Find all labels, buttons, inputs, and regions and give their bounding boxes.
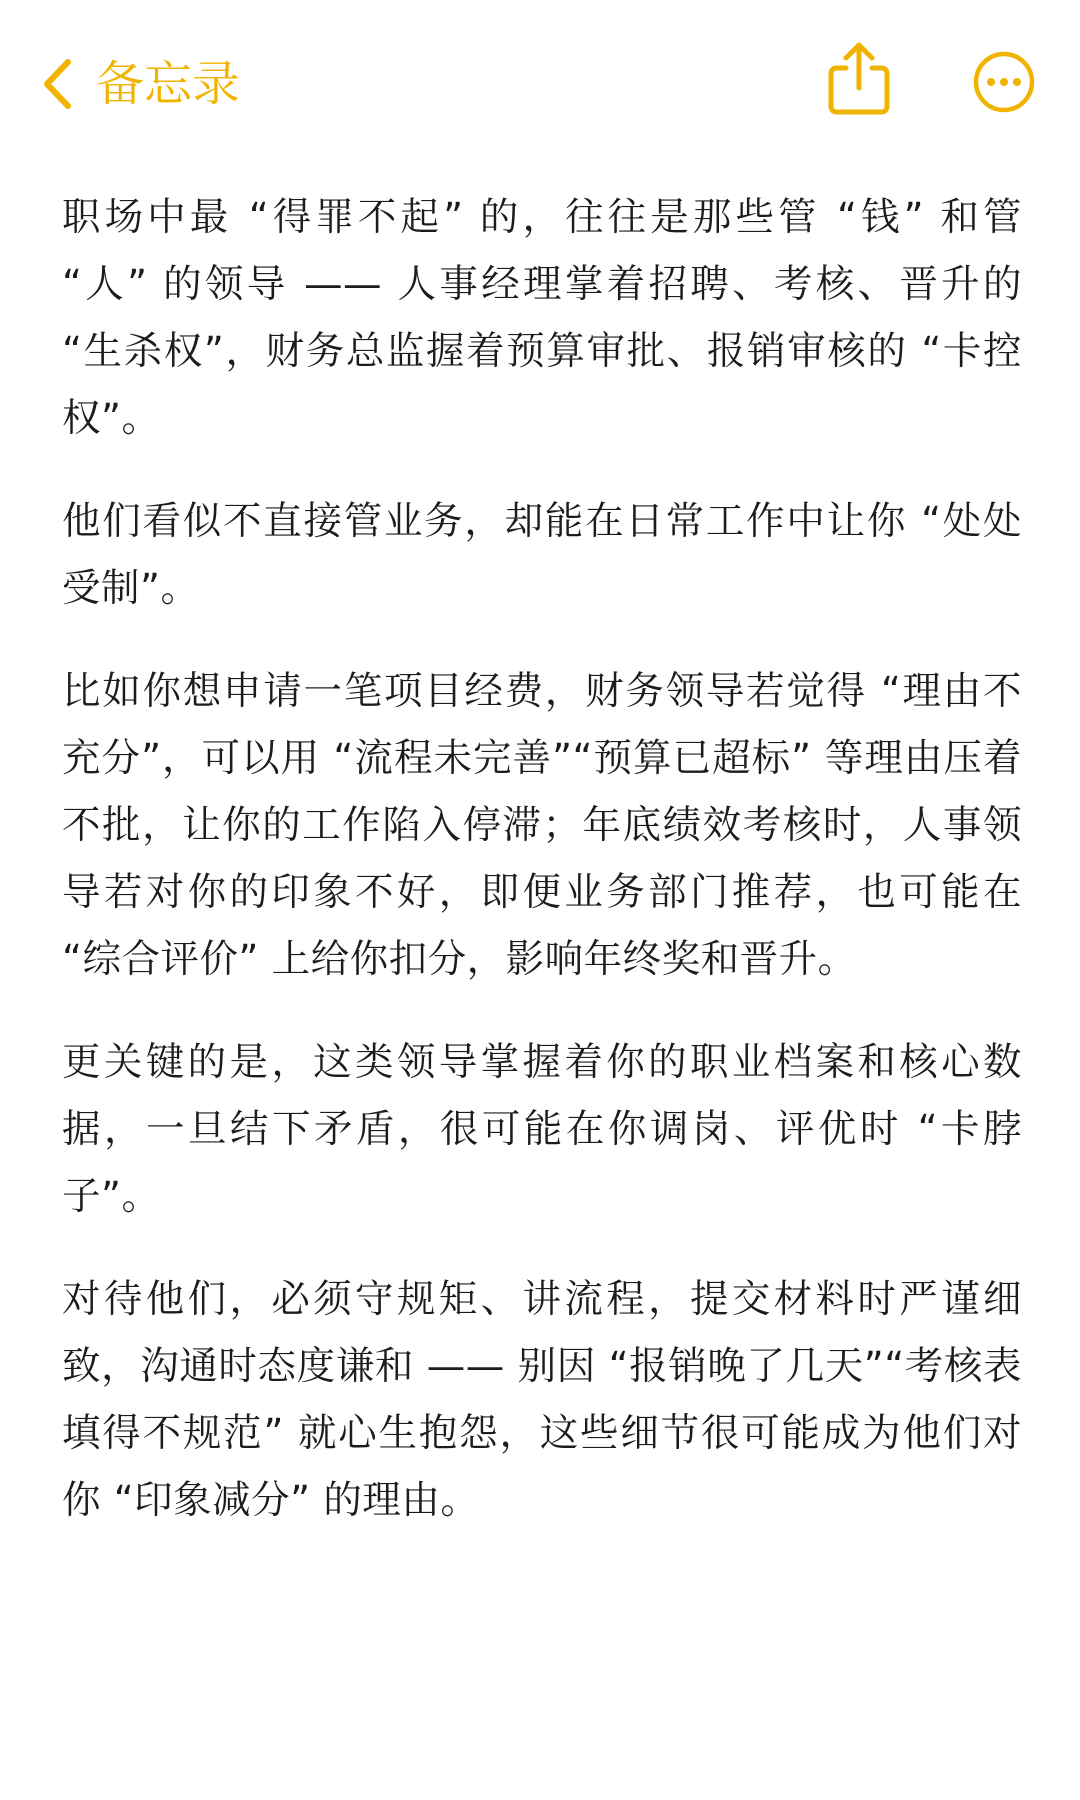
note-paragraph: 比如你想申请一笔项目经费，财务领导若觉得 “理由不充分”，可以用 “流程未完善”“预算已超标” 等理由压着不批，让你的工作陷入停滞；年底绩效考核时，人事领导若对你的印象不好，即便业务部门推荐，也可能在 “综合评价” 上给你扣分，影响年终奖和晋升。 [62,669,1022,982]
note-paragraph: 他们看似不直接管业务，却能在日常工作中让你 “处处受制”。 [62,499,1022,611]
more-button[interactable] [972,50,1036,114]
chevron-left-icon [40,56,74,112]
back-label: 备忘录 [96,56,241,112]
ellipsis-circle-icon [972,50,1036,114]
note-paragraph: 更关键的是，这类领导掌握着你的职业档案和核心数据，一旦结下矛盾，很可能在你调岗、评优时 “卡脖子”。 [62,1040,1022,1219]
note-body[interactable] [62,184,1022,1570]
navigation-bar [0,0,1080,170]
note-paragraph: 职场中最 “得罪不起” 的，往往是那些管 “钱” 和管 “人” 的领导 —— 人事经理掌着招聘、考核、晋升的 “生杀权”，财务总监握着预算审批、报销审核的 “卡控权”。 [62,195,1022,441]
share-button[interactable] [826,40,892,116]
note-paragraph: 对待他们，必须守规矩、讲流程，提交材料时严谨细致，沟通时态度谦和 —— 别因 “报销晚了几天”“考核表填得不规范” 就心生抱怨，这些细节很可能成为他们对你 “印象减分” 的理由。 [62,1277,1022,1523]
share-icon [826,40,892,116]
back-button[interactable] [40,44,240,124]
